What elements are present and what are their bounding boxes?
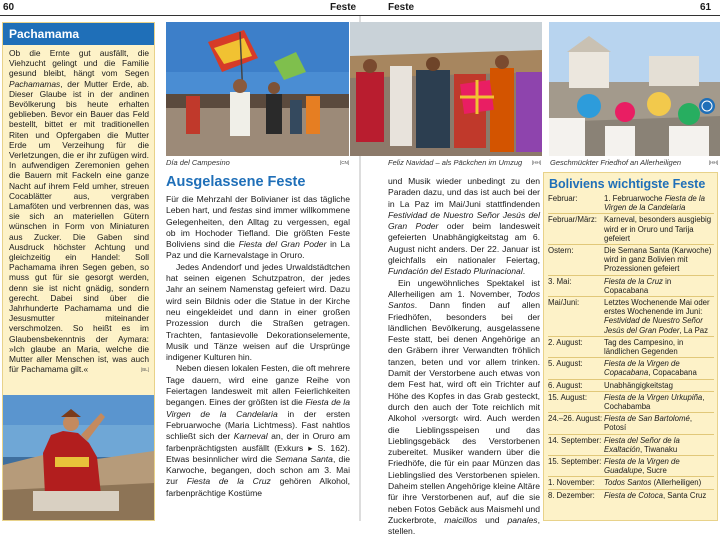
pachamama-title: Pachamama: [3, 23, 154, 45]
feste-row: [548, 193, 714, 214]
feste-row: [548, 490, 714, 501]
feste-row: [548, 413, 714, 434]
caption-text: Geschmückter Friedhof an Allerheiligen: [550, 158, 682, 167]
caption-friedhof: [550, 158, 718, 167]
caption-credit: [HH]: [532, 160, 541, 165]
caption-text: Feliz Navidad – als Päckchen im Umzug: [388, 158, 523, 167]
caption-credit: [HH]: [709, 160, 718, 165]
feste-description: Todos Santos (Allerheiligen): [604, 478, 702, 488]
right-running-head: Feste: [388, 2, 415, 13]
feste-row: [548, 392, 714, 413]
feste-date: Februar/März:: [548, 215, 597, 225]
feste-date: 6. August:: [548, 380, 583, 390]
feste-date: 5. August:: [548, 359, 583, 369]
feste-row: [548, 477, 714, 489]
feste-date: Februar:: [548, 194, 578, 203]
feste-description: Fiesta de la Virgen Urkupiña, Cochabamba: [604, 392, 705, 412]
feste-date: Ostern:: [548, 246, 574, 256]
feste-description: Die Semana Santa (Karwoche) wird in ganz Bolivien mit Prozessionen gefeiert: [604, 246, 712, 274]
feste-row: [548, 456, 714, 477]
caption-credit: [CN]: [340, 160, 349, 165]
feste-description: Fiesta de la Virgen de Copacabana, Copacabana: [604, 359, 697, 378]
article-column-1: Für die Mehrzahl der Bolivianer ist das tägliche Leben hart, und festas sind immer willkommene Gelegenheiten, den Alltag zu vergessen, egal ob im Hochoder Tiefland. Die größten Feste Boliviens sind die Fiesta del Gran Poder in La Paz und die Karnevalstage in Oruro. Jedes Andendorf und jedes Urwaldstädtchen hat seinen eigenen Schutzpatron, der jedes Jahr an seinem Namenstag gefeiert wird. Dazu wird sein Bildnis oder die Statue in der Kirche neu eingekleidet und dann in einer großen Prozession durch die Straßen getragen. Trachten, fantasievolle Dekorationselemente, Musik und Tänze weisen auf die Ursprünge indigener Kulturen hin. Neben diesen lokalen Festen, die oft mehrere Tage dauern, wird eine ganze Reihe von Feiertagen landesweit mit allen Feierlichkeiten begangen. Eines der größten ist die Fiesta de la Virgen de la Candelaria in der ersten Februarwoche (Maria Lichtmess). Fast nahtlos schließt sich der Karneval an, der in Oruro am farbenprächtigsten ausfällt (Exkurs ▸ S. 162). Etwas besinnlicher wird die Semana Santa, die Karwoche, begangen, doch schon am 3. Mai zur Fiesta de la Cruz gehören Alkohol, farbenprächtige Kostüme: [166, 194, 351, 498]
feste-row: [548, 358, 714, 379]
article-column-2: und Musik wieder unbedingt zu den Paraden dazu, und das ist auch bei der in La Paz im Mai/Juni stattfindenden Festividad de Nuestro Señor Jesús del Gran Poder oder beim landesweit gefeierten Unabhängigkeitstag am 6. August nicht anders. Der 22. Januar ist gleichfalls ein nationaler Feiertag, Fundación del Estado Plurinacional. Ein ungewöhnliches Spektakel ist Allerheiligen am 1. November, Todos Santos. Dann finden auf allen Friedhöfen, besonders bei der ländlichen Bevölkerung, ausgelassene Feste statt, bei denen Angehörige an den Gräbern ihrer Verwandten fröhlich tanzen, beten und vor allem trinken. Damit der Verstorbene auch etwas von dem Fest hat, wird oft ein Trichter auf Höhe des Kopfes in das Grab gesteckt, durch den auch der Tote reichlich mit Alkohol ›versorgt‹ wird. Auch werden die Lieblingsspeisen und das Lieblingsgebäck des Verstorbenen zubereitet. Musiker wandern über die Friedhöfe, die für ein paar Münzen das Lieblingslied des Verstorbenen spielen. Daheim stellen Angehörige kleine Altäre für ihre Verstorbenen auf, auf die sie neben Fotos Gebäck aus Maismehl und Zuckerbrote, maicillos und panales, stellen.: [388, 176, 540, 537]
photo-friedhof-allerheiligen: [549, 22, 720, 156]
photo-dia-del-campesino: [166, 22, 349, 156]
feste-description: Tag des Campesino, in ländlichen Gegenden: [604, 337, 684, 357]
pachamama-body: Ob die Ernte gut ausfällt, die Viehzucht gelingt und die Familie gesund bleibt, hängt vom Segen Pachamamas, der Mutter Erde, ab. Dieser Glaube ist in der andinen Bevölkerung bis heute erhalten geblieben. Bevor ein Bauer das Feld bestellt, bittet er mit traditionellen Riten und Opfergaben die Mutter Erde um Verzeihung für die Verletzungen, die er ihr zufügen wird. In aufwendigen Zeremonien gehen die Bauern mit Fackeln eine ganze Nacht auf ihrem Feld umher, streuen Cocablätter aus, vergraben Lamaföten und verbrennen das, was sie sich an materiellen Gütern wünschen in Form von Miniaturen aus Zucker. Die Gaben sind Ausdruck höchster Achtung und gleichzeitig ein Handel: Soll Pachamama ihren Segen geben, so muss gut für sie gesorgt werden, denn sie ist nicht gnädig, sondern gerecht. Dabei sind über die Jahrhunderte Pachamama und die Jesusmutter miteinander verschmolzen. So heißt es im Glaubensbekenntnis der Aymara: »Ich glaube an Maria, welche die Mutter aller Menschen ist, was auch für Pachamama gilt.«: [9, 48, 149, 375]
photo-feliz-navidad: [350, 22, 542, 156]
feste-date: 2. August:: [548, 337, 583, 347]
feste-row: [548, 276, 714, 297]
right-page-number: 61: [700, 2, 712, 13]
feste-description: Fiesta de la Virgen de Guadalupe, Sucre: [604, 457, 680, 476]
feste-row: [548, 297, 714, 337]
feste-description: 1. Februarwoche Fiesta de la Virgen de la Candelaria: [604, 194, 705, 213]
left-running-head: Feste: [330, 2, 357, 13]
feste-box: [543, 172, 718, 521]
feste-description: Fiesta de Cotoca, Santa Cruz: [604, 490, 707, 500]
feste-row: [548, 245, 714, 276]
feste-date: 15. August:: [548, 392, 588, 402]
feste-description: Fiesta del Señor de la Exaltación, Tiwanaku: [604, 435, 680, 454]
caption-dia-del-campesino: [166, 158, 349, 167]
feste-date: 8. Dezember:: [548, 490, 595, 500]
feste-date: 1. November:: [548, 478, 595, 488]
feste-description: Unabhängigkeitstag: [604, 380, 673, 390]
feste-description: Karneval, besonders ausgiebig wird er in Oruro und Tarija gefeiert: [604, 215, 712, 243]
feste-row: [548, 337, 714, 358]
feste-row: [548, 380, 714, 392]
feste-description: Letztes Wochenende Mai oder erstes Wochenende im Juni: Festividad de Nuestro Señor Jesús del Gran Poder, La Paz: [604, 298, 710, 335]
page-header: [0, 0, 720, 16]
feste-date: Mai/Juni:: [548, 298, 580, 308]
feste-table: [548, 193, 714, 501]
caption-feliz-navidad: [388, 158, 541, 167]
pachamama-photo: [3, 395, 154, 520]
feste-row: [548, 435, 714, 456]
feste-date: 3. Mai:: [548, 276, 572, 286]
article-title: Ausgelassene Feste: [166, 174, 306, 190]
pachamama-text: [3, 45, 154, 375]
feste-date: 15. September:: [548, 457, 602, 467]
feste-date: 14. September:: [548, 435, 602, 445]
feste-date: 24.–26. August:: [548, 414, 603, 424]
left-page-number: 60: [3, 2, 15, 13]
pachamama-credit: [BL]: [140, 367, 149, 373]
feste-row: [548, 214, 714, 245]
feste-title: Boliviens wichtigste Feste: [549, 177, 706, 191]
feste-description: Fiesta de San Bartolomé, Potosí: [604, 414, 692, 433]
caption-text: Día del Campesino: [166, 158, 230, 167]
feste-description: Fiesta de la Cruz in Copacabana: [604, 276, 672, 295]
pachamama-box: [2, 22, 155, 521]
